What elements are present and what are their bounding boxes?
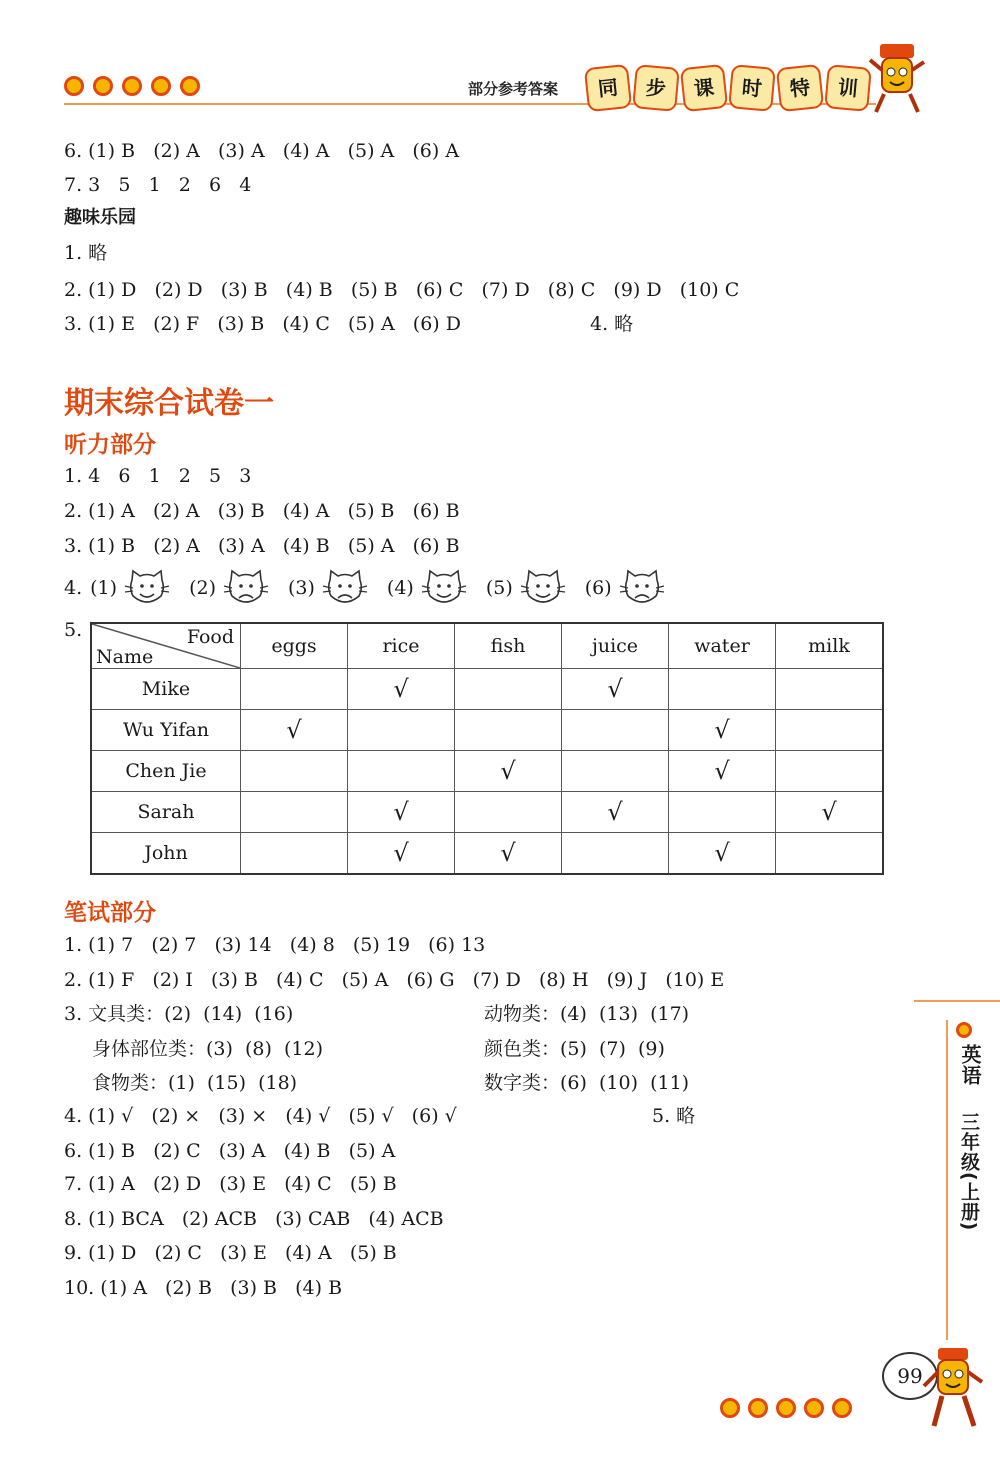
row-name-cell: Wu Yifan bbox=[91, 710, 241, 751]
face-label: (6) bbox=[584, 577, 612, 599]
mascot-icon bbox=[866, 40, 930, 120]
page-number: 99 bbox=[882, 1352, 938, 1400]
decor-dot bbox=[180, 76, 200, 96]
decor-dot bbox=[64, 76, 84, 96]
table-row bbox=[91, 833, 883, 875]
brand-char: 同 bbox=[584, 64, 632, 112]
table-cell bbox=[348, 792, 455, 833]
table-cell bbox=[776, 833, 884, 875]
answer-line: 7. (1) A (2) D (3) E (4) C (5) B bbox=[64, 1173, 397, 1195]
table-cell bbox=[669, 669, 776, 710]
mascot-icon bbox=[920, 1346, 990, 1446]
check-mark-icon: √ bbox=[821, 798, 837, 826]
answer-line: 6. (1) B (2) C (3) A (4) B (5) A bbox=[64, 1140, 396, 1162]
item-number: 5. bbox=[64, 619, 83, 641]
check-mark-icon: √ bbox=[714, 716, 730, 744]
row-name-cell: Mike bbox=[91, 669, 241, 710]
table-cell bbox=[455, 710, 562, 751]
subsection-title: 趣味乐园 bbox=[64, 207, 136, 228]
face-label: (4) bbox=[386, 577, 414, 599]
table-cell bbox=[348, 833, 455, 875]
answer-line: 3. (1) B (2) A (3) A (4) B (5) A (6) B bbox=[64, 535, 460, 557]
sidebar-rule bbox=[914, 1000, 1000, 1002]
sad-face-icon bbox=[321, 568, 369, 608]
brand-char: 训 bbox=[824, 64, 872, 112]
brand-char: 特 bbox=[776, 64, 824, 112]
table-row bbox=[91, 710, 883, 751]
answer-line: 3. 文具类：(2) (14) (16) bbox=[64, 1003, 294, 1025]
decor-dot bbox=[776, 1398, 796, 1418]
decor-dot bbox=[804, 1398, 824, 1418]
sidebar-subject: 英语 bbox=[958, 1044, 982, 1086]
answer-line: 1. 略 bbox=[64, 242, 108, 264]
exam-title: 期末综合试卷一 bbox=[64, 386, 274, 421]
table-body bbox=[91, 669, 883, 875]
header-label: 部分参考答案 bbox=[468, 80, 559, 98]
brand-char: 时 bbox=[728, 64, 776, 112]
table-cell bbox=[348, 710, 455, 751]
faces-row bbox=[64, 568, 666, 608]
face-label: (5) bbox=[485, 577, 513, 599]
table-corner-cell bbox=[91, 623, 241, 669]
answer-line: 7. 3 5 1 2 6 4 bbox=[64, 174, 252, 196]
sad-face-icon bbox=[618, 568, 666, 608]
header-decor-dots bbox=[64, 76, 200, 96]
column-header: milk bbox=[776, 623, 884, 669]
column-header: fish bbox=[455, 623, 562, 669]
table-cell bbox=[776, 751, 884, 792]
face-label: (3) bbox=[287, 577, 315, 599]
answer-line: 2. (1) A (2) A (3) B (4) A (5) B (6) B bbox=[64, 500, 460, 522]
sidebar-grade: 三年级(上册) bbox=[958, 1112, 980, 1232]
row-name-cell: Chen Jie bbox=[91, 751, 241, 792]
corner-food-label: Food bbox=[186, 626, 234, 648]
table-cell bbox=[455, 833, 562, 875]
table-cell bbox=[669, 710, 776, 751]
answer-line: 1. 4 6 1 2 5 3 bbox=[64, 465, 252, 487]
table-cell bbox=[241, 751, 348, 792]
footer-decor-dots bbox=[720, 1398, 852, 1418]
decor-dot bbox=[832, 1398, 852, 1418]
brand-char: 课 bbox=[680, 64, 728, 112]
sad-face-icon bbox=[222, 568, 270, 608]
table-cell bbox=[241, 669, 348, 710]
answer-line: 食物类：(1) (15) (18) bbox=[92, 1072, 298, 1094]
answer-line: 动物类：(4) (13) (17) bbox=[484, 1003, 690, 1025]
table-cell bbox=[669, 751, 776, 792]
check-mark-icon: √ bbox=[607, 798, 623, 826]
check-mark-icon: √ bbox=[393, 839, 409, 867]
food-table bbox=[90, 622, 884, 875]
column-header: eggs bbox=[241, 623, 348, 669]
decor-dot bbox=[720, 1398, 740, 1418]
brand-char: 步 bbox=[632, 64, 680, 112]
row-name-cell: John bbox=[91, 833, 241, 875]
table-cell bbox=[562, 710, 669, 751]
answer-line: 身体部位类：(3) (8) (12) bbox=[92, 1038, 323, 1060]
table-cell bbox=[776, 792, 884, 833]
sidebar-vertical-rule bbox=[946, 1020, 948, 1340]
table-cell bbox=[241, 710, 348, 751]
table-cell bbox=[241, 833, 348, 875]
answer-line: 10. (1) A (2) B (3) B (4) B bbox=[64, 1277, 343, 1299]
smile-face-icon bbox=[420, 568, 468, 608]
face-label: (1) bbox=[90, 577, 118, 599]
check-mark-icon: √ bbox=[714, 757, 730, 785]
table-cell bbox=[455, 792, 562, 833]
table-cell bbox=[776, 669, 884, 710]
answer-line: 颜色类：(5) (7) (9) bbox=[484, 1038, 665, 1060]
answer-line: 2. (1) D (2) D (3) B (4) B (5) B (6) C (7) D (8) C (9) D (10) C bbox=[64, 279, 740, 301]
check-mark-icon: √ bbox=[500, 839, 516, 867]
table-cell bbox=[562, 833, 669, 875]
table-row bbox=[91, 669, 883, 710]
answer-line: 6. (1) B (2) A (3) A (4) A (5) A (6) A bbox=[64, 140, 460, 162]
answer-line: 5. 略 bbox=[652, 1105, 696, 1127]
decor-dot bbox=[93, 76, 113, 96]
check-mark-icon: √ bbox=[500, 757, 516, 785]
answer-line: 8. (1) BCA (2) ACB (3) CAB (4) ACB bbox=[64, 1208, 444, 1230]
row-name-cell: Sarah bbox=[91, 792, 241, 833]
table-cell bbox=[455, 669, 562, 710]
table-header-row bbox=[91, 623, 883, 669]
listening-title: 听力部分 bbox=[64, 432, 156, 458]
table-cell bbox=[455, 751, 562, 792]
column-header: rice bbox=[348, 623, 455, 669]
table-cell bbox=[669, 833, 776, 875]
table-cell bbox=[348, 669, 455, 710]
sidebar-dot bbox=[956, 1022, 972, 1038]
answer-line: 4. (1) √ (2) × (3) × (4) √ (5) √ (6) √ bbox=[64, 1105, 457, 1127]
check-mark-icon: √ bbox=[607, 675, 623, 703]
column-header: juice bbox=[562, 623, 669, 669]
written-title: 笔试部分 bbox=[64, 900, 156, 926]
table-cell bbox=[241, 792, 348, 833]
table-cell bbox=[562, 792, 669, 833]
corner-name-label: Name bbox=[96, 646, 154, 668]
answer-line: 数字类：(6) (10) (11) bbox=[484, 1072, 690, 1094]
check-mark-icon: √ bbox=[286, 716, 302, 744]
answer-line: 4. 略 bbox=[590, 313, 634, 335]
column-header: water bbox=[669, 623, 776, 669]
check-mark-icon: √ bbox=[393, 798, 409, 826]
table-cell bbox=[669, 792, 776, 833]
answer-line: 9. (1) D (2) C (3) E (4) A (5) B bbox=[64, 1242, 397, 1264]
table-cell bbox=[776, 710, 884, 751]
answer-line: 2. (1) F (2) I (3) B (4) C (5) A (6) G (7) D (8) H (9) J (10) E bbox=[64, 969, 725, 991]
table-row bbox=[91, 751, 883, 792]
answer-line: 1. (1) 7 (2) 7 (3) 14 (4) 8 (5) 19 (6) 13 bbox=[64, 934, 486, 956]
decor-dot bbox=[151, 76, 171, 96]
answer-line: 3. (1) E (2) F (3) B (4) C (5) A (6) D bbox=[64, 313, 461, 335]
check-mark-icon: √ bbox=[393, 675, 409, 703]
check-mark-icon: √ bbox=[714, 839, 730, 867]
table-cell bbox=[562, 669, 669, 710]
decor-dot bbox=[748, 1398, 768, 1418]
decor-dot bbox=[122, 76, 142, 96]
table-cell bbox=[562, 751, 669, 792]
table-row bbox=[91, 792, 883, 833]
smile-face-icon bbox=[123, 568, 171, 608]
item-number: 4. bbox=[64, 577, 83, 599]
face-label: (2) bbox=[189, 577, 216, 599]
table-cell bbox=[348, 751, 455, 792]
smile-face-icon bbox=[519, 568, 567, 608]
brand-title bbox=[586, 66, 870, 110]
